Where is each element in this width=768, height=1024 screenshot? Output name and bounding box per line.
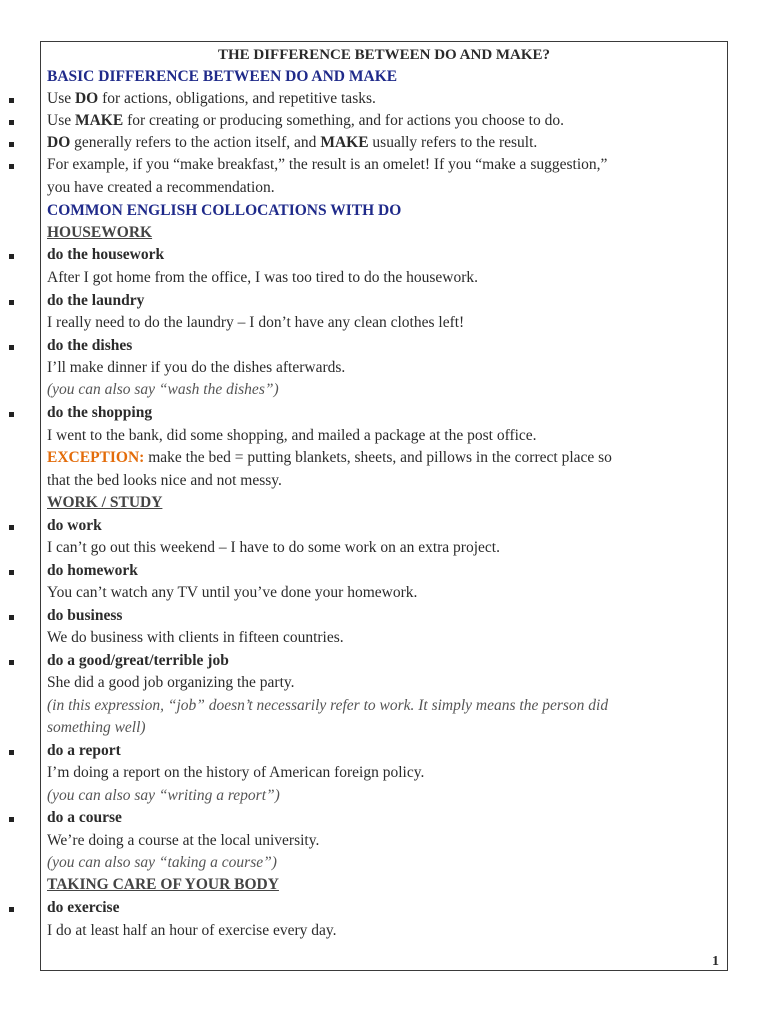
term-do-homework: do homework bbox=[47, 562, 138, 579]
term-do-a-good-job: do a good/great/terrible job bbox=[47, 652, 229, 669]
usage-note-cont: something well) bbox=[47, 719, 146, 736]
basic-bullet-4-line2: you have created a recommendation. bbox=[47, 179, 275, 196]
exception-label: EXCEPTION: bbox=[47, 449, 145, 466]
subheading-work-study: WORK / STUDY bbox=[47, 494, 163, 511]
text: for creating or producing something, and for actions you choose to do. bbox=[123, 112, 564, 129]
page-number: 1 bbox=[712, 954, 719, 969]
term-do-the-shopping: do the shopping bbox=[47, 404, 153, 421]
usage-note: (you can also say “writing a report”) bbox=[47, 787, 280, 804]
usage-note: (you can also say “wash the dishes”) bbox=[47, 381, 279, 398]
bullet-icon bbox=[9, 412, 14, 417]
keyword-make: MAKE bbox=[320, 134, 369, 151]
bullet-icon bbox=[9, 164, 14, 169]
bullet-icon bbox=[9, 570, 14, 575]
term-do-the-housework: do the housework bbox=[47, 246, 165, 263]
bullet-icon bbox=[9, 907, 14, 912]
bullet-icon bbox=[9, 660, 14, 665]
section-heading-basic: BASIC DIFFERENCE BETWEEN DO AND MAKE bbox=[47, 68, 398, 85]
example-sentence: You can’t watch any TV until you’ve done your homework. bbox=[47, 584, 418, 601]
bullet-icon bbox=[9, 120, 14, 125]
example-sentence: I can’t go out this weekend – I have to do some work on an extra project. bbox=[47, 539, 500, 556]
text: for actions, obligations, and repetitive tasks. bbox=[98, 90, 376, 107]
example-sentence: After I got home from the office, I was too tired to do the housework. bbox=[47, 269, 479, 286]
example-sentence: I really need to do the laundry – I don’t have any clean clothes left! bbox=[47, 314, 465, 331]
keyword-make: MAKE bbox=[74, 112, 124, 129]
exception-line1 bbox=[47, 447, 612, 469]
bullet-icon bbox=[9, 750, 14, 755]
text: make the bed = putting blankets, sheets, and pillows in the correct place so bbox=[144, 449, 612, 466]
text: generally refers to the action itself, and bbox=[70, 134, 321, 151]
text: Use bbox=[47, 112, 75, 129]
bullet-icon bbox=[9, 300, 14, 305]
basic-bullet-2 bbox=[47, 110, 564, 132]
term-do-a-report: do a report bbox=[47, 742, 121, 759]
page-title: THE DIFFERENCE BETWEEN DO AND MAKE? bbox=[217, 47, 551, 63]
text: Use bbox=[47, 90, 75, 107]
example-sentence: She did a good job organizing the party. bbox=[47, 674, 295, 691]
section-heading-common: COMMON ENGLISH COLLOCATIONS WITH DO bbox=[47, 202, 402, 219]
bullet-icon bbox=[9, 345, 14, 350]
usage-note: (in this expression, “job” doesn’t necessarily refer to work. It simply means the person did bbox=[47, 697, 609, 714]
term-do-exercise: do exercise bbox=[47, 899, 120, 916]
basic-bullet-3 bbox=[47, 132, 537, 154]
basic-bullet-1 bbox=[47, 88, 376, 110]
example-sentence: I’ll make dinner if you do the dishes afterwards. bbox=[47, 359, 346, 376]
example-sentence: We’re doing a course at the local university. bbox=[47, 832, 320, 849]
usage-note: (you can also say “taking a course”) bbox=[47, 854, 277, 871]
term-do-business: do business bbox=[47, 607, 123, 624]
bullet-icon bbox=[9, 142, 14, 147]
term-do-work: do work bbox=[47, 517, 102, 534]
bullet-icon bbox=[9, 615, 14, 620]
basic-bullet-4-line1: For example, if you “make breakfast,” the result is an omelet! If you “make a suggestion,” bbox=[47, 156, 608, 173]
term-do-the-dishes: do the dishes bbox=[47, 337, 133, 354]
bullet-icon bbox=[9, 98, 14, 103]
bullet-icon bbox=[9, 525, 14, 530]
subheading-body: TAKING CARE OF YOUR BODY bbox=[47, 876, 279, 893]
keyword-do: DO bbox=[74, 90, 99, 107]
text: usually refers to the result. bbox=[368, 134, 538, 151]
example-sentence: We do business with clients in fifteen countries. bbox=[47, 629, 344, 646]
bullet-icon bbox=[9, 254, 14, 259]
example-sentence: I do at least half an hour of exercise every day. bbox=[47, 922, 337, 939]
example-sentence: I went to the bank, did some shopping, and mailed a package at the post office. bbox=[47, 427, 537, 444]
example-sentence: I’m doing a report on the history of American foreign policy. bbox=[47, 764, 425, 781]
bullet-icon bbox=[9, 817, 14, 822]
exception-line2: that the bed looks nice and not messy. bbox=[47, 472, 282, 489]
term-do-a-course: do a course bbox=[47, 809, 122, 826]
term-do-the-laundry: do the laundry bbox=[47, 292, 145, 309]
subheading-housework: HOUSEWORK bbox=[47, 224, 153, 241]
keyword-do: DO bbox=[47, 134, 71, 151]
